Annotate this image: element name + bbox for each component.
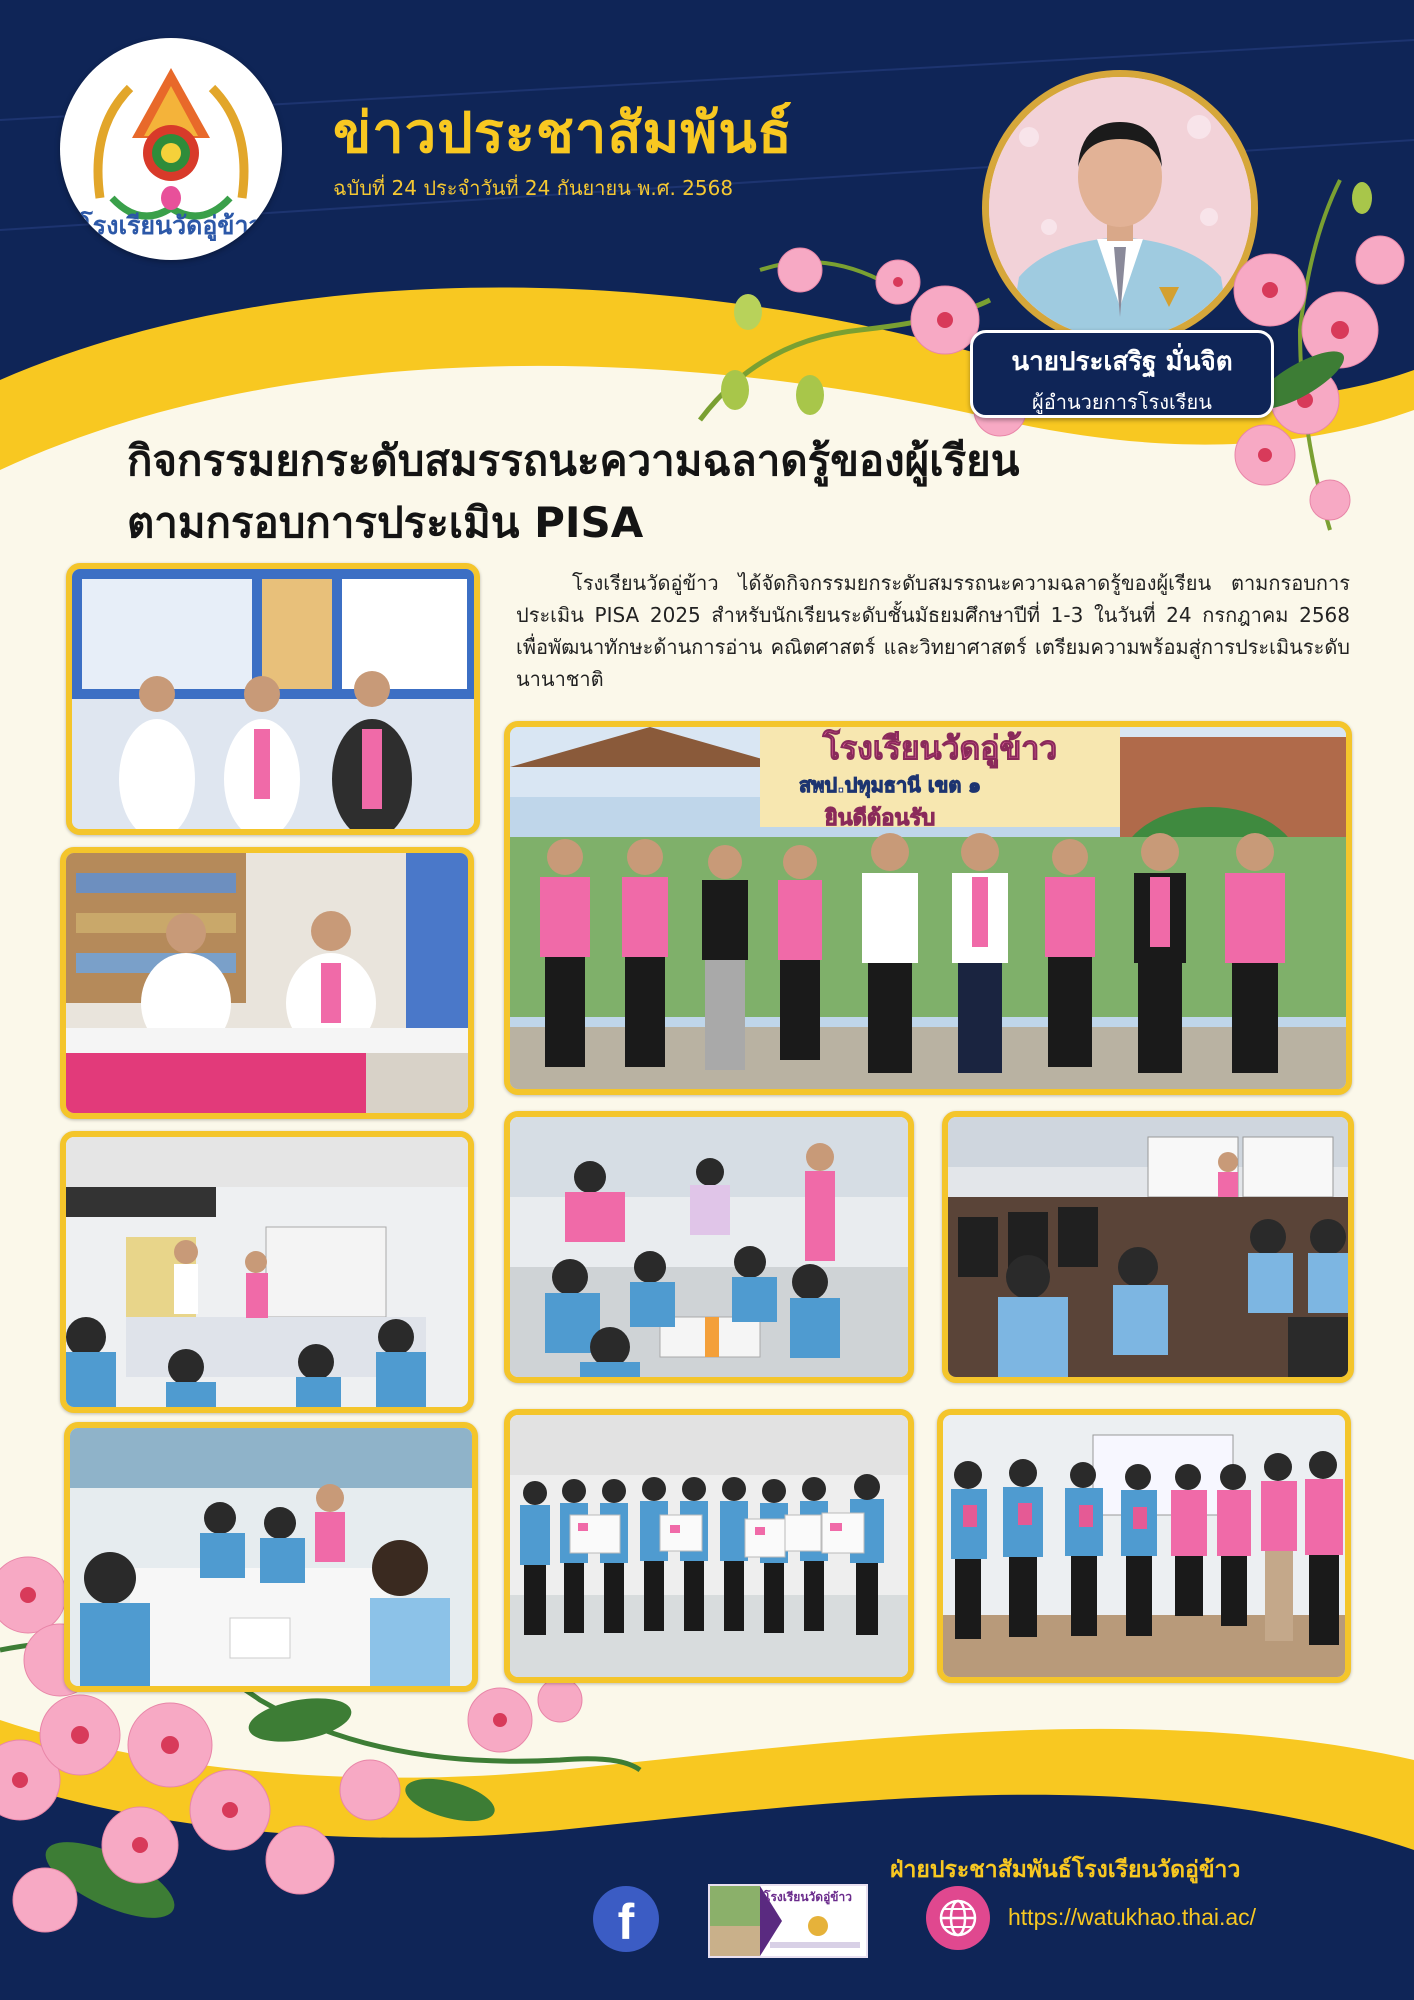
facebook-icon[interactable]: f	[593, 1886, 659, 1952]
svg-text:โรงเรียนวัดอู่ข้าว: โรงเรียนวัดอู่ข้าว	[822, 729, 1058, 767]
photo-students-working	[64, 1422, 478, 1692]
photo-teachers-banner	[66, 563, 480, 835]
photo-students-posters	[504, 1409, 914, 1683]
director-name-plate	[970, 330, 1274, 418]
article-body: โรงเรียนวัดอู่ข้าว ได้จัดกิจกรรมยกระดับสมรรถนะความฉลาดรู้ของผู้เรียน ตามกรอบการประเมิน PISA 2025 สำหรับนักเรียนระดับชั้นมัธยมศึกษาปีที่ 1-3 ในวันที่ 24 กรกฎาคม 2568 เพื่อพัฒนาทักษะด้านการอ่าน คณิตศาสตร์ และวิทยาศาสตร์ เตรียมความพร้อมสู่การประเมินระดับนานาชาติ	[516, 571, 1350, 691]
svg-text:ยินดีต้อนรับ: ยินดีต้อนรับ	[824, 806, 936, 831]
photo-classroom-group	[60, 1131, 474, 1413]
article-headline	[127, 430, 1247, 554]
footer-credit: ฝ่ายประชาสัมพันธ์โรงเรียนวัดอู่ข้าว	[890, 1857, 1241, 1883]
photo-students-certificates	[937, 1409, 1351, 1683]
headline-line-1: กิจกรรมยกระดับสมรรถนะความฉลาดรู้ของผู้เรียน	[127, 436, 1020, 485]
globe-icon[interactable]	[926, 1886, 990, 1950]
headline-line-2: ตามกรอบการประเมิน PISA	[127, 498, 644, 547]
school-logo-text: โรงเรียนวัดอู่ข้าว	[79, 211, 263, 240]
thumbnail-school-name: โรงเรียนวัดอู่ข้าว	[764, 1890, 852, 1904]
director-position: ผู้อำนวยการโรงเรียน	[1032, 390, 1212, 414]
issue-date: ฉบับที่ 24 ประจำวันที่ 24 กันยายน พ.ศ. 2568	[333, 176, 734, 200]
photo-teachers-desk	[60, 847, 474, 1119]
photo-group-welcome	[504, 721, 1352, 1095]
photo-computer-lab	[942, 1111, 1354, 1383]
photo-floor-activity	[504, 1111, 914, 1383]
website-link[interactable]: https://watukhao.thai.ac/	[1008, 1904, 1257, 1930]
facebook-page-thumbnail[interactable]	[708, 1884, 868, 1958]
director-name: นายประเสริฐ มั่นจิต	[1011, 347, 1233, 377]
newsletter-title: ข่าวประชาสัมพันธ์	[333, 101, 793, 166]
svg-text:สพป.ปทุมธานี เขต ๑: สพป.ปทุมธานี เขต ๑	[799, 773, 981, 797]
